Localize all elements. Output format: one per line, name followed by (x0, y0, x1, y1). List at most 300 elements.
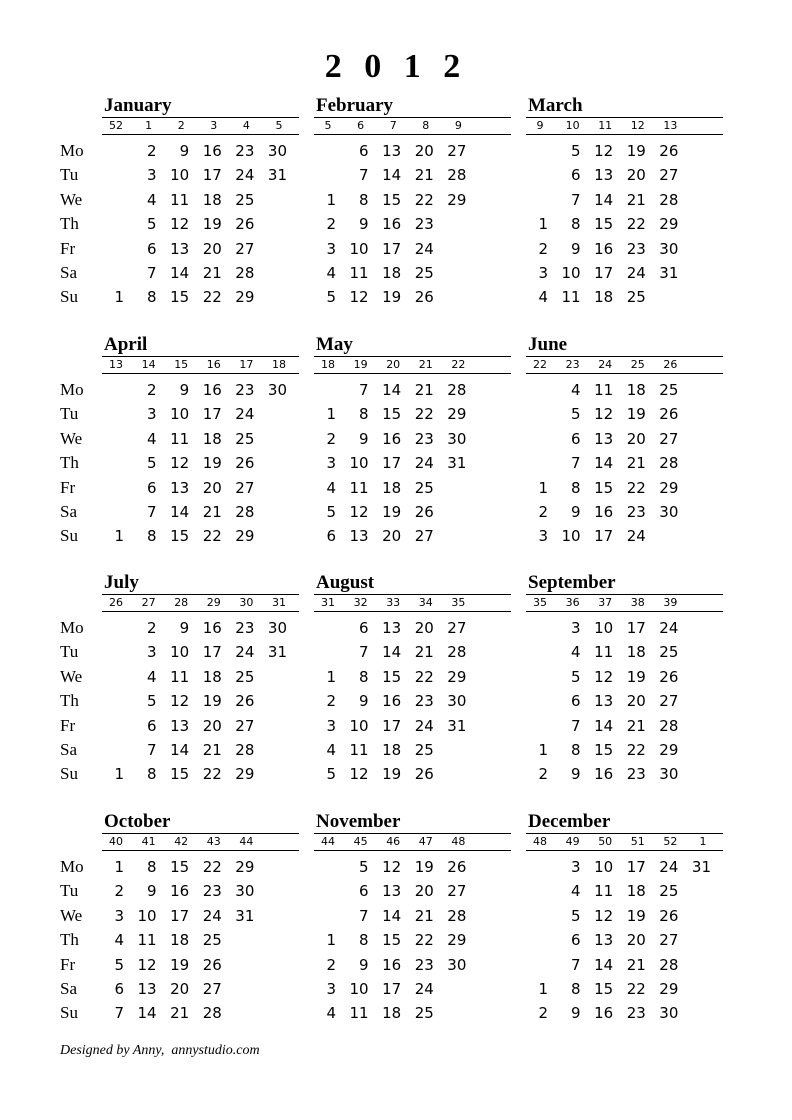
day-cell: 17 (202, 166, 222, 185)
day-cell: 1 (538, 980, 548, 998)
day-cell: 19 (626, 405, 646, 424)
day-cell: 16 (202, 619, 222, 637)
day-cell: 19 (170, 955, 190, 974)
week-number: 25 (630, 358, 645, 371)
week-number: 35 (451, 596, 466, 609)
weekday-label: Tu (60, 642, 79, 662)
week-number: 7 (389, 119, 397, 132)
week-number: 50 (598, 835, 613, 848)
day-cell: 14 (594, 955, 614, 974)
day-cell: 24 (202, 906, 222, 925)
day-cell: 14 (382, 906, 402, 925)
week-number: 13 (109, 358, 123, 371)
day-cell: 23 (235, 381, 255, 399)
day-cell: 1 (538, 215, 548, 234)
day-cell: 1 (114, 527, 124, 546)
week-number: 11 (598, 119, 613, 132)
day-cell: 6 (147, 716, 157, 735)
day-cell: 23 (414, 429, 434, 448)
day-cell: 26 (659, 142, 679, 160)
day-cell: 16 (382, 429, 402, 448)
day-cell: 25 (235, 429, 255, 448)
week-number: 5 (275, 119, 283, 132)
day-cell: 12 (594, 405, 614, 424)
day-cell: 31 (691, 858, 711, 876)
week-number: 10 (565, 119, 580, 132)
week-number-row (314, 117, 511, 135)
day-cell: 27 (659, 931, 679, 950)
day-cell: 20 (626, 166, 646, 185)
day-cell: 13 (170, 239, 190, 258)
weekday-label: We (60, 189, 83, 209)
week-number: 29 (206, 596, 221, 609)
week-number: 30 (239, 596, 254, 609)
day-cell: 23 (626, 503, 646, 521)
week-number: 17 (239, 358, 254, 371)
day-cell: 24 (414, 980, 434, 998)
day-cell: 27 (447, 882, 467, 901)
day-cell: 1 (326, 190, 336, 209)
day-cell: 20 (382, 527, 402, 546)
week-number: 5 (324, 119, 332, 132)
day-cell: 6 (571, 429, 581, 448)
day-cell: 29 (235, 765, 255, 784)
day-cell: 19 (202, 215, 222, 234)
day-cell: 23 (235, 619, 255, 637)
week-number: 36 (565, 596, 580, 609)
day-cell: 4 (326, 478, 336, 497)
day-cell: 17 (594, 527, 614, 546)
week-number: 2 (177, 119, 185, 132)
day-cell: 4 (538, 288, 548, 307)
week-number: 8 (422, 119, 430, 132)
day-cell: 9 (571, 239, 581, 258)
day-cell: 19 (202, 454, 222, 473)
day-cell: 15 (594, 741, 614, 759)
day-cell: 25 (659, 643, 679, 662)
day-cell: 9 (179, 142, 190, 160)
day-cell: 21 (626, 454, 646, 473)
day-cell: 11 (594, 643, 614, 662)
day-cell: 26 (414, 288, 434, 307)
day-cell: 4 (326, 741, 336, 759)
day-cell: 14 (594, 716, 614, 735)
day-cell: 28 (235, 741, 255, 759)
day-cell: 19 (202, 692, 222, 711)
day-cell: 21 (202, 264, 222, 282)
month-name: April (104, 334, 148, 355)
day-cell: 4 (147, 190, 157, 209)
day-cell: 30 (267, 619, 287, 637)
week-number: 9 (454, 119, 462, 132)
day-cell: 22 (626, 741, 646, 759)
week-number: 45 (353, 835, 368, 848)
day-cell: 9 (359, 692, 369, 711)
week-number: 35 (533, 596, 547, 609)
day-cell: 11 (561, 288, 581, 307)
day-cell: 29 (447, 190, 467, 209)
day-cell: 3 (114, 906, 124, 925)
day-cell: 1 (538, 478, 548, 497)
day-cell: 28 (659, 190, 679, 209)
day-cell: 18 (382, 478, 402, 497)
weekday-label: Tu (60, 881, 79, 901)
day-cell: 14 (170, 264, 190, 282)
weekday-label: We (60, 905, 83, 925)
day-cell: 23 (626, 239, 646, 258)
day-cell: 7 (359, 643, 369, 662)
day-cell: 10 (170, 166, 190, 185)
weekday-label: Fr (60, 477, 76, 497)
day-cell: 5 (114, 955, 124, 974)
day-cell: 8 (147, 527, 157, 546)
day-cell: 6 (571, 166, 581, 185)
weekday-label: Su (60, 764, 78, 784)
year-title: 2 0 1 2 (324, 48, 468, 85)
week-number: 28 (174, 596, 189, 609)
day-cell: 26 (202, 955, 222, 974)
day-cell: 6 (359, 619, 369, 637)
week-number: 31 (321, 596, 335, 609)
day-cell: 16 (594, 503, 614, 521)
day-cell: 29 (235, 288, 255, 307)
day-cell: 15 (382, 405, 402, 424)
week-number: 48 (451, 835, 466, 848)
day-cell: 12 (594, 142, 614, 160)
day-cell: 28 (235, 264, 255, 282)
day-cell: 4 (571, 381, 581, 399)
day-cell: 15 (170, 288, 190, 307)
day-cell: 22 (626, 980, 646, 998)
day-cell: 19 (414, 858, 434, 876)
day-cell: 6 (326, 527, 336, 546)
weekday-label: Sa (60, 740, 77, 759)
day-cell: 9 (359, 429, 369, 448)
day-cell: 19 (626, 667, 646, 686)
day-cell: 20 (414, 142, 434, 160)
day-cell: 23 (202, 882, 222, 901)
weekday-label: Tu (60, 404, 79, 424)
day-cell: 10 (137, 906, 157, 925)
day-cell: 18 (382, 264, 402, 282)
week-number: 20 (386, 358, 401, 371)
day-cell: 4 (114, 931, 124, 950)
day-cell: 22 (202, 288, 222, 307)
day-cell: 10 (349, 454, 369, 473)
day-cell: 29 (447, 931, 467, 950)
day-cell: 19 (626, 142, 646, 160)
day-cell: 20 (202, 716, 222, 735)
day-cell: 30 (659, 503, 679, 521)
day-cell: 31 (235, 906, 255, 925)
day-cell: 27 (235, 478, 255, 497)
day-cell: 6 (571, 931, 581, 950)
weekday-label: Th (60, 453, 79, 473)
day-cell: 4 (326, 1004, 336, 1023)
week-number-row (102, 833, 299, 851)
day-cell: 18 (202, 429, 222, 448)
day-cell: 12 (349, 765, 369, 784)
day-cell: 14 (382, 166, 402, 185)
weekday-label: Fr (60, 238, 76, 258)
day-cell: 2 (326, 429, 336, 448)
day-cell: 2 (147, 142, 157, 160)
day-cell: 23 (414, 955, 434, 974)
week-number: 44 (321, 835, 335, 848)
weekday-label: Su (60, 287, 78, 307)
day-cell: 9 (359, 955, 369, 974)
day-cell: 27 (235, 239, 255, 258)
day-cell: 16 (382, 215, 402, 234)
day-cell: 24 (414, 716, 434, 735)
day-cell: 19 (382, 288, 402, 307)
day-cell: 10 (170, 405, 190, 424)
day-cell: 12 (137, 955, 157, 974)
designer-credit: Designed by Anny, (60, 1043, 165, 1058)
day-cell: 1 (114, 858, 124, 876)
day-cell: 14 (382, 643, 402, 662)
week-number: 22 (533, 358, 547, 371)
day-cell: 18 (382, 741, 402, 759)
day-cell: 27 (659, 166, 679, 185)
day-cell: 30 (267, 142, 287, 160)
day-cell: 2 (538, 1004, 548, 1023)
day-cell: 11 (349, 264, 369, 282)
day-cell: 4 (571, 643, 581, 662)
day-cell: 16 (594, 1004, 614, 1023)
day-cell: 28 (659, 955, 679, 974)
day-cell: 7 (571, 454, 581, 473)
day-cell: 7 (571, 716, 581, 735)
day-cell: 22 (414, 405, 434, 424)
weekday-label: Fr (60, 954, 76, 974)
day-cell: 7 (147, 264, 157, 282)
day-cell: 5 (359, 858, 369, 876)
day-cell: 7 (571, 955, 581, 974)
day-cell: 5 (326, 288, 336, 307)
day-cell: 12 (594, 667, 614, 686)
day-cell: 20 (202, 478, 222, 497)
day-cell: 24 (626, 264, 646, 282)
day-cell: 7 (359, 381, 369, 399)
day-cell: 25 (202, 931, 222, 950)
month-name: January (104, 95, 172, 116)
day-cell: 6 (147, 239, 157, 258)
day-cell: 25 (414, 264, 434, 282)
day-cell: 29 (235, 527, 255, 546)
day-cell: 27 (659, 429, 679, 448)
day-cell: 17 (382, 980, 402, 998)
day-cell: 13 (594, 692, 614, 711)
day-cell: 10 (561, 527, 581, 546)
day-cell: 15 (170, 527, 190, 546)
week-number: 9 (536, 119, 544, 132)
day-cell: 27 (659, 692, 679, 711)
day-cell: 19 (626, 906, 646, 925)
day-cell: 3 (326, 454, 336, 473)
day-cell: 4 (147, 429, 157, 448)
day-cell: 18 (626, 643, 646, 662)
day-cell: 8 (147, 858, 157, 876)
day-cell: 6 (571, 692, 581, 711)
day-cell: 2 (326, 955, 336, 974)
day-cell: 18 (202, 190, 222, 209)
day-cell: 27 (447, 619, 467, 637)
month-name: November (316, 811, 401, 832)
day-cell: 5 (571, 667, 581, 686)
day-cell: 23 (626, 1004, 646, 1023)
day-cell: 24 (414, 454, 434, 473)
week-number: 51 (630, 835, 645, 848)
week-number: 44 (239, 835, 254, 848)
day-cell: 15 (170, 765, 190, 784)
day-cell: 29 (659, 215, 679, 234)
day-cell: 20 (626, 931, 646, 950)
day-cell: 13 (137, 980, 157, 998)
weekday-label: Su (60, 526, 78, 546)
day-cell: 28 (659, 454, 679, 473)
day-cell: 3 (326, 239, 336, 258)
day-cell: 15 (594, 215, 614, 234)
day-cell: 3 (147, 166, 157, 185)
month-name: July (104, 572, 139, 593)
day-cell: 5 (326, 503, 336, 521)
day-cell: 20 (626, 692, 646, 711)
day-cell: 7 (147, 503, 157, 521)
week-number: 48 (533, 835, 547, 848)
day-cell: 11 (594, 381, 614, 399)
day-cell: 29 (447, 405, 467, 424)
month-name: October (104, 811, 171, 832)
day-cell: 30 (267, 381, 287, 399)
week-number: 26 (663, 358, 678, 371)
month-name: December (528, 811, 611, 832)
week-number: 46 (386, 835, 401, 848)
day-cell: 13 (349, 527, 369, 546)
day-cell: 15 (382, 667, 402, 686)
day-cell: 4 (147, 667, 157, 686)
day-cell: 4 (571, 882, 581, 901)
day-cell: 1 (326, 405, 336, 424)
week-number: 4 (242, 119, 250, 132)
day-cell: 22 (414, 931, 434, 950)
day-cell: 7 (147, 741, 157, 759)
day-cell: 13 (382, 142, 402, 160)
day-cell: 5 (571, 405, 581, 424)
day-cell: 20 (170, 980, 190, 998)
day-cell: 21 (626, 955, 646, 974)
day-cell: 21 (170, 1004, 190, 1023)
day-cell: 10 (349, 716, 369, 735)
day-cell: 29 (659, 980, 679, 998)
day-cell: 21 (202, 741, 222, 759)
day-cell: 21 (414, 166, 434, 185)
day-cell: 26 (447, 858, 467, 876)
week-number-row (102, 356, 299, 374)
day-cell: 12 (170, 215, 190, 234)
week-number: 33 (386, 596, 401, 609)
month-name: March (528, 95, 583, 116)
week-number: 6 (357, 119, 365, 132)
day-cell: 11 (594, 882, 614, 901)
week-number: 3 (210, 119, 218, 132)
day-cell: 5 (147, 215, 157, 234)
day-cell: 13 (170, 478, 190, 497)
day-cell: 21 (626, 716, 646, 735)
day-cell: 21 (414, 906, 434, 925)
week-number: 47 (418, 835, 433, 848)
weekday-label: Mo (60, 857, 84, 876)
day-cell: 14 (170, 741, 190, 759)
day-cell: 13 (594, 931, 614, 950)
weekday-label: Sa (60, 979, 77, 998)
day-cell: 25 (414, 478, 434, 497)
day-cell: 6 (359, 882, 369, 901)
day-cell: 26 (659, 667, 679, 686)
day-cell: 21 (202, 503, 222, 521)
day-cell: 26 (414, 503, 434, 521)
week-number: 27 (141, 596, 156, 609)
day-cell: 3 (571, 619, 581, 637)
day-cell: 3 (538, 264, 548, 282)
day-cell: 18 (202, 667, 222, 686)
day-cell: 3 (326, 716, 336, 735)
day-cell: 31 (267, 643, 287, 662)
site-link[interactable]: annystudio.com (171, 1043, 260, 1058)
week-number-row (526, 594, 723, 612)
day-cell: 17 (382, 716, 402, 735)
day-cell: 26 (235, 215, 255, 234)
day-cell: 28 (235, 503, 255, 521)
day-cell: 1 (326, 931, 336, 950)
day-cell: 29 (659, 741, 679, 759)
day-cell: 28 (202, 1004, 222, 1023)
week-number: 42 (174, 835, 189, 848)
week-number-row (314, 356, 511, 374)
day-cell: 28 (659, 716, 679, 735)
day-cell: 22 (202, 765, 222, 784)
day-cell: 25 (235, 190, 255, 209)
day-cell: 28 (447, 166, 467, 185)
day-cell: 26 (659, 405, 679, 424)
day-cell: 1 (326, 667, 336, 686)
day-cell: 23 (626, 765, 646, 784)
day-cell: 12 (349, 288, 369, 307)
day-cell: 8 (147, 765, 157, 784)
day-cell: 3 (326, 980, 336, 998)
day-cell: 24 (235, 643, 255, 662)
day-cell: 1 (538, 741, 548, 759)
day-cell: 2 (114, 882, 124, 901)
day-cell: 17 (382, 454, 402, 473)
week-number: 34 (418, 596, 433, 609)
day-cell: 25 (414, 741, 434, 759)
day-cell: 19 (382, 503, 402, 521)
weekday-label: Th (60, 691, 79, 711)
week-number: 52 (663, 835, 678, 848)
day-cell: 9 (147, 882, 157, 901)
day-cell: 2 (147, 619, 157, 637)
day-cell: 9 (571, 1004, 581, 1023)
day-cell: 9 (179, 619, 190, 637)
weekday-label: Fr (60, 715, 76, 735)
day-cell: 17 (626, 858, 646, 876)
day-cell: 25 (659, 882, 679, 901)
week-number-row (102, 117, 299, 135)
day-cell: 8 (571, 980, 581, 998)
week-number-row (314, 594, 511, 612)
day-cell: 8 (571, 215, 581, 234)
